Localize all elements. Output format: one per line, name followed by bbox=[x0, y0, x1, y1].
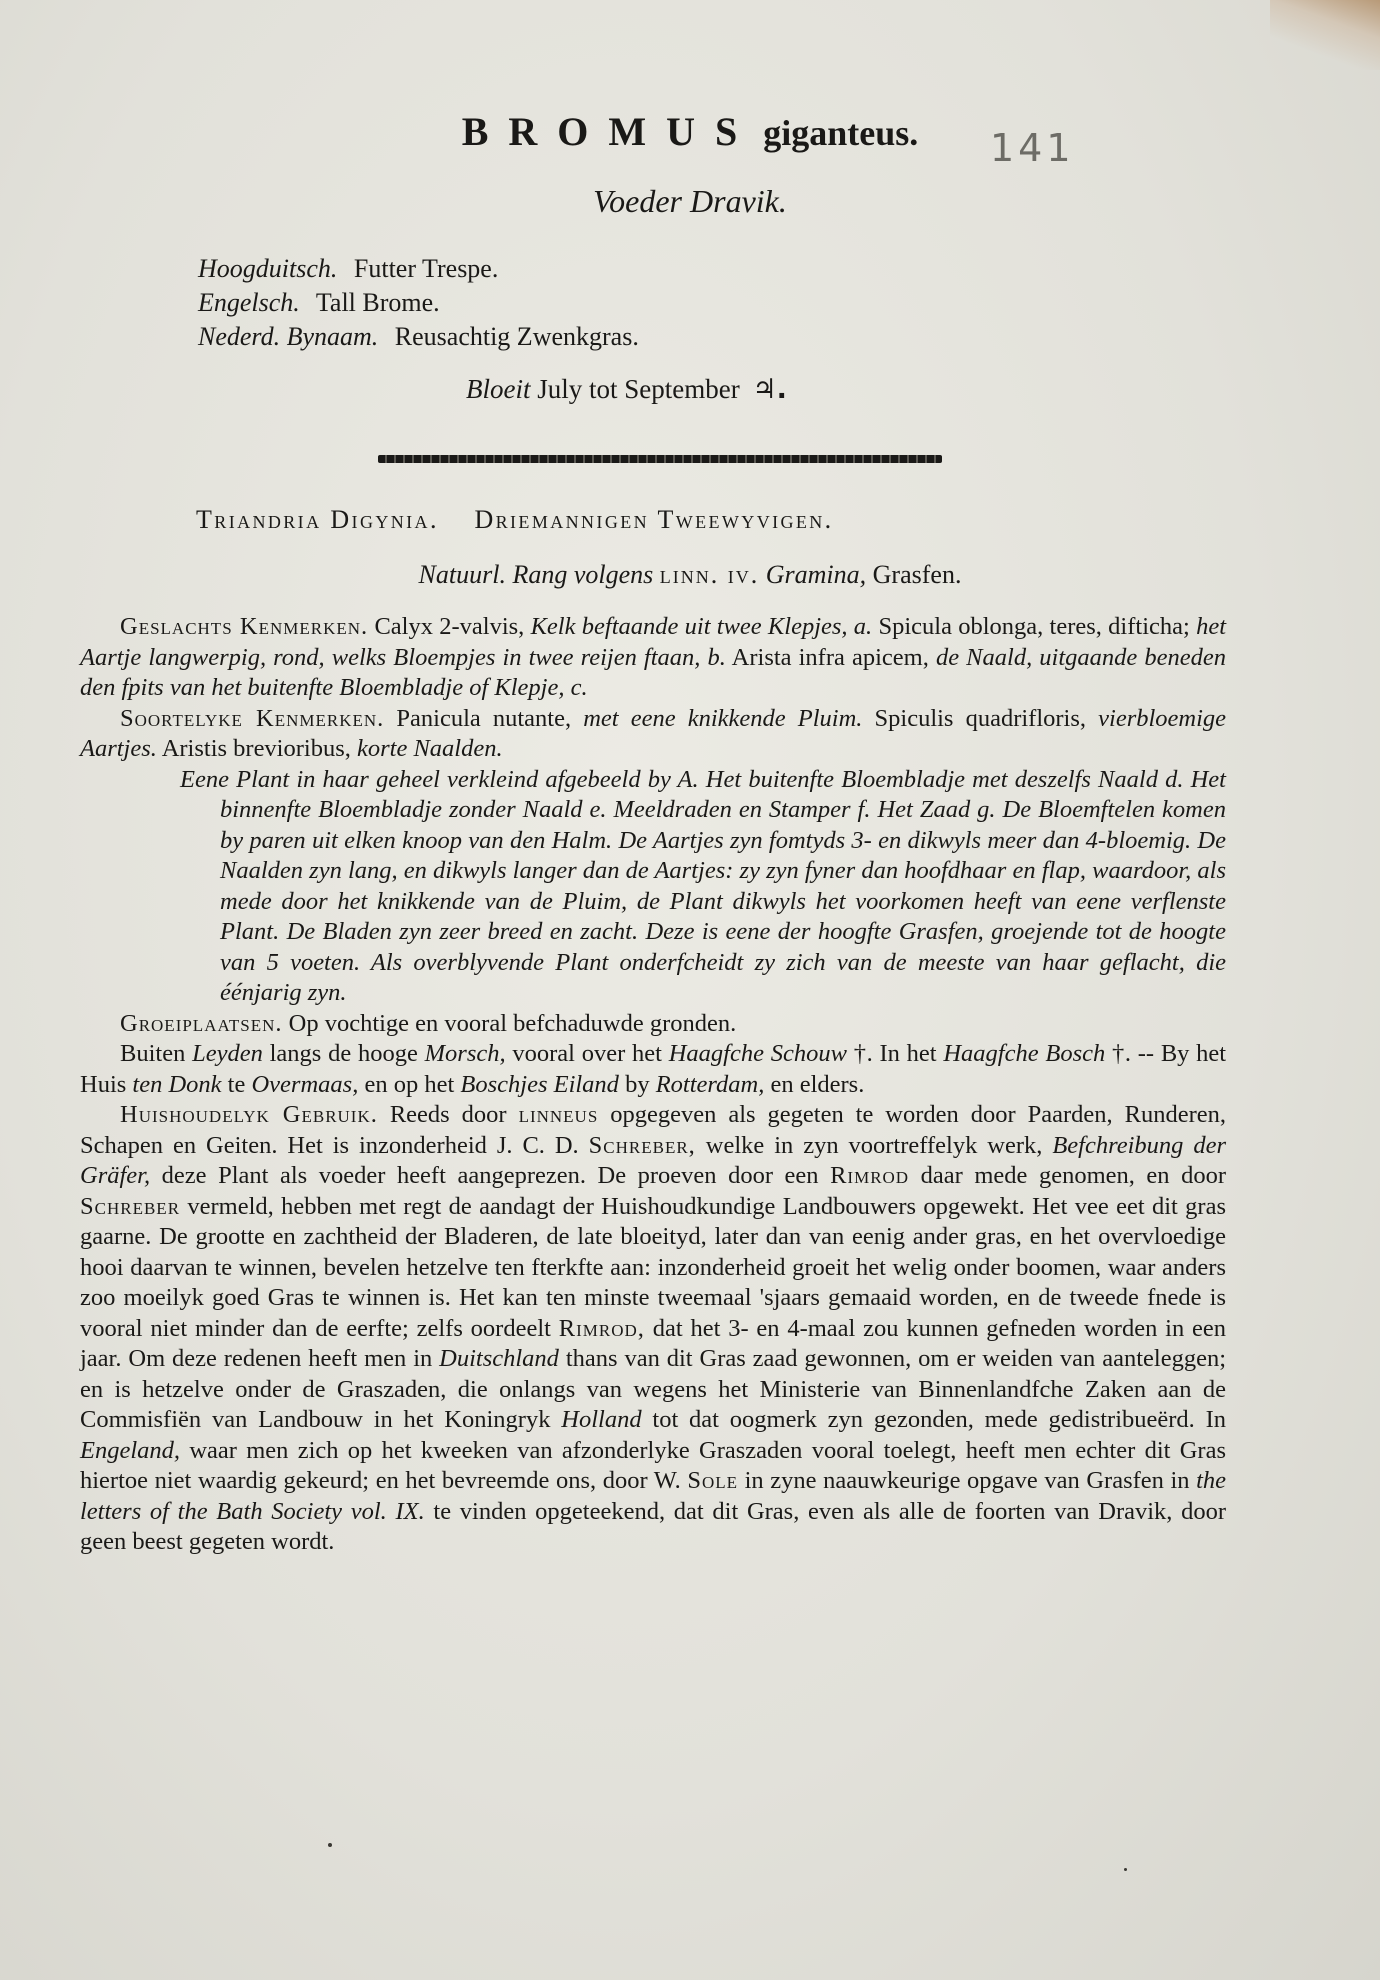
name-language: Engelsch. bbox=[198, 288, 300, 317]
common-name: Voeder Dravik. bbox=[593, 183, 787, 219]
text-run: thans van dit Gras zaad gewonnen, om er weiden van aanteleggen; en is hetzelve onder de Graszaden, die onlangs van wegens het Ministerie van Binnenlandfche Zaken aan de Commisfiën van Landbouw in het Koningryk bbox=[80, 1345, 1227, 1433]
text-run: vooral over het bbox=[512, 1040, 662, 1067]
text-run: en op het bbox=[364, 1070, 455, 1098]
text-run: daar mede genomen, en door bbox=[920, 1162, 1226, 1189]
genus-name: BROMUS bbox=[461, 109, 758, 154]
text-run: Aristis brevioribus, bbox=[161, 735, 351, 762]
place-name: Duitschland bbox=[439, 1345, 559, 1372]
text-run: Spiculis quadrifloris, bbox=[874, 704, 1087, 732]
place-name: Haagfche Schouw bbox=[668, 1040, 847, 1067]
natural-order-dutch: Grasfen. bbox=[872, 560, 962, 589]
text-run: Kelk beftaande uit twee Klepjes, a. bbox=[530, 613, 873, 640]
economic-use-section bbox=[80, 1100, 1226, 1558]
species-characters bbox=[80, 704, 1226, 765]
text-run: te vinden opgeteekend, dat dit Gras, even als alle de foorten van Dravik, door geen beest gegeten wordt. bbox=[80, 1497, 1227, 1555]
class-latin: Triandria Digynia. bbox=[196, 505, 439, 534]
text-run: de Naald, uitgaande beneden den fpits van het buitenfte Bloembladje of Klepje, c. bbox=[80, 643, 1227, 701]
person-name: Sole bbox=[687, 1467, 739, 1494]
text-run: korte Naalden. bbox=[357, 735, 503, 762]
place-name: Morsch, bbox=[424, 1040, 506, 1067]
person-name: Schreber, bbox=[588, 1131, 696, 1159]
natural-order-latin: Gramina, bbox=[765, 560, 867, 589]
place-name: Boschjes Eiland bbox=[460, 1070, 619, 1098]
text-run: Spicula oblonga, teres, difticha; bbox=[878, 613, 1190, 640]
section-heading: Huishoudelyk Gebruik. bbox=[120, 1101, 378, 1128]
person-name: Rimrod bbox=[830, 1162, 910, 1189]
text-run: †. -- By het Huis bbox=[80, 1040, 1227, 1098]
book-title: Befchreibung der Gräfer, bbox=[80, 1131, 1227, 1189]
text-run: Reeds door bbox=[389, 1101, 507, 1128]
text-run: deze Plant als voeder heeft aangeprezen. De proeven door een bbox=[161, 1162, 819, 1189]
text-run: †. In het bbox=[853, 1040, 937, 1067]
text-run: en elders. bbox=[770, 1070, 865, 1098]
natural-order bbox=[0, 560, 1380, 590]
perennial-symbol-icon: ♃. bbox=[752, 374, 787, 405]
text-run: het Aartje langwerpig, rond, welks Bloempjes in twee reijen ftaan, b. bbox=[80, 613, 1227, 671]
name-value: Reusachtig Zwenkgras. bbox=[394, 322, 639, 351]
body-text bbox=[80, 612, 1226, 1558]
place-name: Leyden bbox=[192, 1040, 263, 1067]
name-row bbox=[198, 252, 639, 286]
text-run: vermeld, hebben met regt de aandagt der Huishoudkundige Landbouwers opgewekt. Het vee eet dit gras gaarne. De grootte en zachtheid der Bladeren, de late bloeityd, later dan van eenig ander gras, en het overvloedige hooi daarvan te winnen, bevelen hetzelve ten fterkfte aan: inzonderheid groeit het welig onder boomen, waar anders zoo moeilyk goed Gras te winnen is. Het kan ten minste tweemaal 'sjaars gemaaid worden, en de tweede fnede is vooral niet minder dan de eerfte; zelfs oordeelt bbox=[80, 1192, 1227, 1342]
person-name: linneus bbox=[518, 1101, 599, 1128]
text-run: langs de hooge bbox=[269, 1040, 418, 1067]
text-run: Arista infra apicem, bbox=[731, 643, 929, 671]
text-run: waar men zich op het kweeken van afzonderlyke Graszaden vooral toelegt, heeft men echter dit Gras hiertoe niet waardig gekeurd; en het bevreemde ons, door W. bbox=[80, 1436, 1226, 1494]
place-name: Engeland, bbox=[80, 1436, 181, 1464]
bloom-period bbox=[466, 374, 787, 405]
paper-stain bbox=[1270, 0, 1380, 70]
text-run: Op vochtige en vooral befchaduwde gronden. bbox=[288, 1009, 737, 1037]
place-name: ten Donk bbox=[132, 1070, 222, 1098]
text-run: by bbox=[625, 1070, 650, 1098]
genus-characters bbox=[80, 612, 1226, 704]
habitat-locations bbox=[80, 1039, 1226, 1100]
name-row bbox=[198, 286, 639, 320]
name-value: Futter Trespe. bbox=[353, 254, 499, 283]
natural-order-prefix: Natuurl. Rang volgens bbox=[418, 560, 654, 589]
book-title: the letters of the Bath Society vol. IX. bbox=[80, 1467, 1227, 1525]
linnaean-class bbox=[196, 505, 834, 535]
name-language: Nederd. Bynaam. bbox=[198, 322, 379, 351]
plate-description: Eene Plant in haar geheel verkleind afgebeeld by A. Het buitenfte Bloembladje met deszelfs Naald d. Het binnenfte Bloembladje zonder Naald e. Meeldraden en Stamper f. Het Zaad g. De Bloemftelen komen by paren uit elken knoop van den Halm. De Aartjes zyn fomtyds 3- en dikwyls meer dan 4-bloemig. De Naalden zyn lang, en dikwyls langer dan de Aartjes: zy zyn fyner dan hoofdhaar en flap, waardoor, als mede door het knikkende van de Pluim, de Plant dikwyls het voorkomen heeft van eene verflenste Plant. De Bladen zyn zeer breed en zacht. Deze is eene der hoogfte Grasfen, groejende tot de hoogte van 5 voeten. Als overblyvende Plant onderfcheidt zy zich van de meeste van haar geflacht, die éénjarig zyn. bbox=[180, 765, 1226, 1006]
text-run: dat het 3- en 4-maal zou kunnen gefneden worden in een jaar. Om deze redenen heeft men in bbox=[80, 1314, 1227, 1372]
person-name: Schreber bbox=[80, 1192, 181, 1220]
person-name: Rimrod, bbox=[558, 1314, 645, 1342]
section-heading: Soortelyke Kenmerken. bbox=[120, 704, 385, 732]
natural-order-author: linn. iv. bbox=[659, 560, 760, 589]
ornamental-divider bbox=[378, 455, 942, 463]
species-name: giganteus. bbox=[763, 113, 919, 153]
handwritten-page-number: 141 bbox=[990, 126, 1075, 170]
place-name: Holland bbox=[561, 1406, 642, 1433]
bloom-text: July tot September bbox=[537, 374, 740, 404]
text-run: vierbloemige Aartjes. bbox=[80, 704, 1227, 762]
place-name: Overmaas, bbox=[251, 1070, 359, 1098]
name-language: Hoogduitsch. bbox=[198, 254, 338, 283]
place-name: Haagfche Bosch bbox=[943, 1040, 1106, 1067]
class-dutch: Driemannigen Tweewyvigen. bbox=[474, 505, 834, 534]
text-run: welke in zyn voortreffelyk werk, bbox=[705, 1131, 1043, 1159]
name-value: Tall Brome. bbox=[315, 288, 440, 317]
text-run: opgegeven als gegeten te worden door Paarden, Runderen, Schapen en Geiten. Het is inzonderheid J. C. D. bbox=[80, 1101, 1226, 1159]
paper-speck bbox=[328, 1843, 332, 1847]
text-run: in zyne naauwkeurige opgave van Grasfen in bbox=[744, 1467, 1190, 1494]
text-run: te bbox=[227, 1070, 246, 1098]
text-run: Calyx 2-valvis, bbox=[374, 613, 525, 640]
text-run: tot dat oogmerk zyn gezonden, mede gedistribueërd. In bbox=[652, 1406, 1226, 1433]
page-title bbox=[0, 108, 1380, 155]
text-run: Panicula nutante, bbox=[396, 704, 572, 732]
section-heading: Groeiplaatsen. bbox=[120, 1009, 283, 1037]
text-run: met eene knikkende Pluim. bbox=[583, 704, 863, 732]
paper-speck bbox=[1124, 1868, 1127, 1871]
name-row bbox=[198, 320, 639, 354]
bloom-label: Bloeit bbox=[466, 374, 531, 404]
vernacular-names bbox=[198, 252, 639, 354]
text-run: Buiten bbox=[120, 1040, 186, 1067]
habitat-section bbox=[80, 1009, 1226, 1040]
place-name: Rotterdam, bbox=[655, 1070, 765, 1098]
section-heading: Geslachts Kenmerken. bbox=[120, 613, 369, 640]
